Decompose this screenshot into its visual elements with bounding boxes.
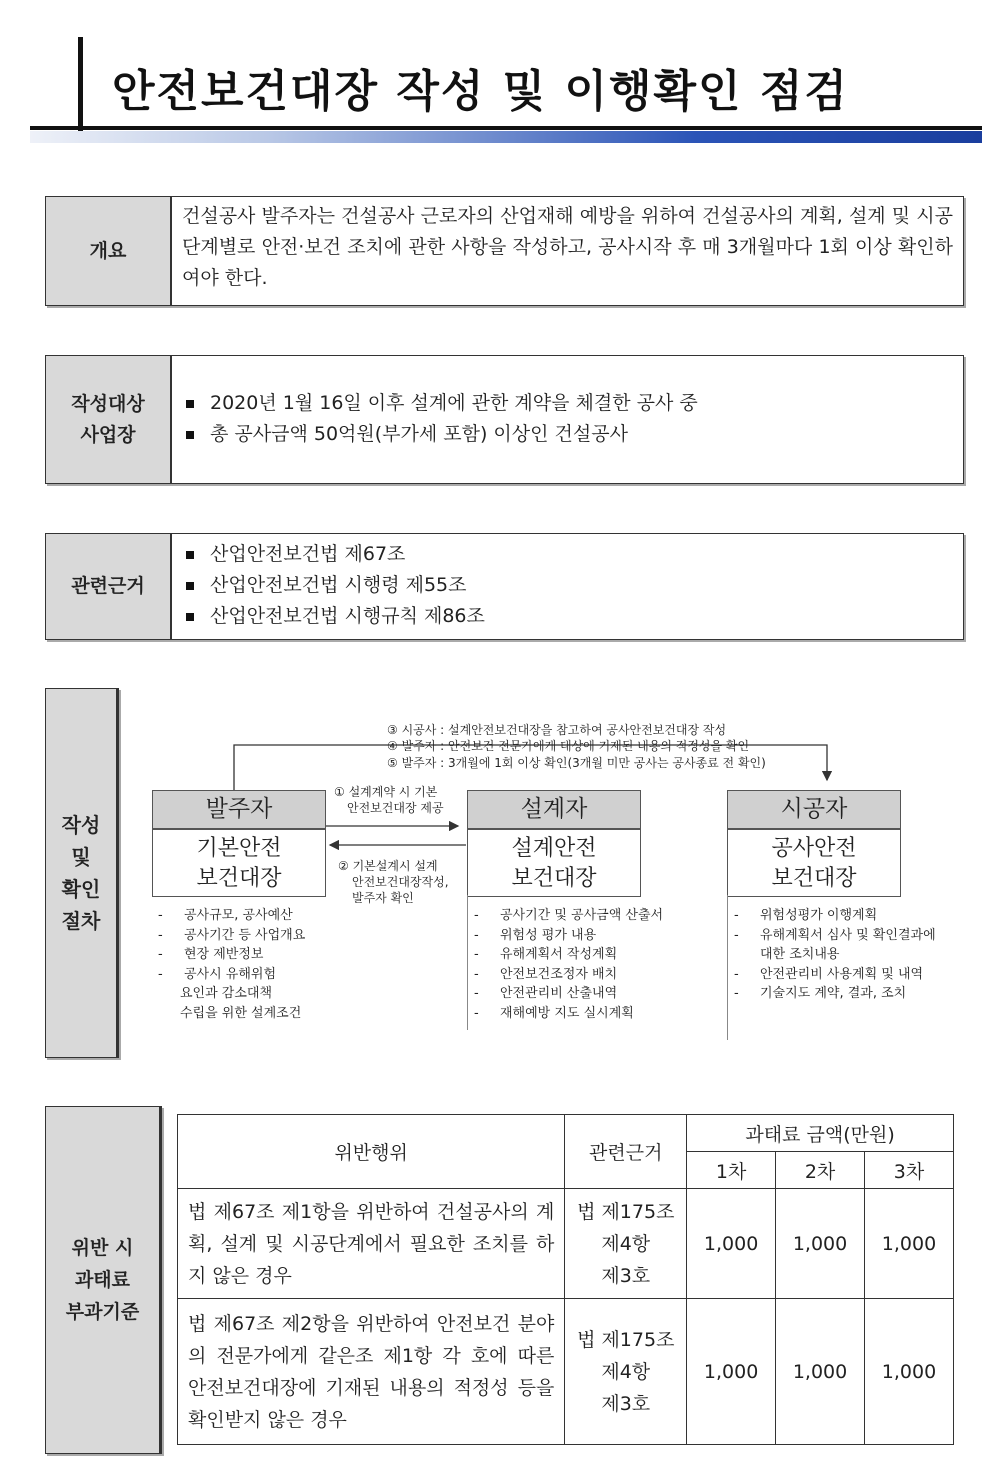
table-row: [178, 1299, 954, 1445]
procedure-note-3: ③ 시공사 : 설계안전보건대장을 참고하여 공사안전보건대장 작성: [387, 723, 727, 737]
list-item: - 안전보건조정자 배치: [474, 966, 618, 982]
list-item: - 안전관리비 산출내역: [474, 986, 618, 1001]
legal-section: [45, 533, 964, 640]
entity-contractor-header: 시공자: [728, 791, 900, 830]
list-item: - 기술지도 계약, 결과, 조치: [734, 986, 907, 1001]
list-item: - 유해계획서 심사 및 확인결과에: [734, 927, 936, 943]
list-item: 요인과 감소대책: [180, 986, 273, 1001]
overview-section: [45, 196, 964, 306]
entity-contractor: [727, 790, 901, 897]
list-item: - 공사기간 및 공사금액 산출서: [474, 908, 664, 923]
title-gradient-stripe: [30, 131, 982, 143]
target-label: [46, 356, 172, 483]
list-item: 수립을 위한 설계조건: [180, 1005, 302, 1021]
amount-third-cell: 1,000: [865, 1189, 954, 1299]
list-item: - 재해예방 지도 실시계획: [474, 1005, 634, 1021]
header-first: 1차: [687, 1152, 776, 1189]
amount-first-cell: 1,000: [687, 1189, 776, 1299]
overview-text: 건설공사 발주자는 건설공사 근로자의 산업재해 예방을 위하여 건설공사의 계획, 설계 및 시공 단계별로 안전·보건 조치에 관한 사항을 작성하고, 공사시작 후 매 3개월마다 1회 이상 확인하여야 한다.: [182, 205, 953, 289]
legal-item: 산업안전보건법 시행규칙 제86조: [182, 601, 953, 632]
entity-contractor-body: 공사안전 보건대장: [771, 836, 857, 891]
list-item: - 위험성평가 이행계획: [734, 908, 878, 923]
bullet-square-icon: [186, 431, 194, 439]
amount-second-cell: 1,000: [776, 1189, 865, 1299]
header-third: 3차: [865, 1152, 954, 1189]
list-item: - 공사시 유해위험: [158, 966, 277, 982]
target-item: 2020년 1월 16일 이후 설계에 관한 계약을 체결한 공사 중: [182, 388, 953, 419]
overview-label: 개요: [46, 197, 172, 305]
header-amount: 과태료 금액(만원): [687, 1115, 954, 1152]
title-underline: [30, 126, 982, 130]
page-title: 안전보건대장 작성 및 이행확인 점검: [112, 66, 849, 117]
legal-item: 산업안전보건법 시행령 제55조: [182, 570, 953, 601]
header-second: 2차: [776, 1152, 865, 1189]
list-item: - 현장 제반정보: [158, 947, 264, 962]
basis-cell: 법 제175조 제4항 제3호: [565, 1299, 687, 1445]
bullet-square-icon: [186, 551, 194, 559]
legal-label: 관련근거: [46, 534, 172, 639]
amount-third-cell: 1,000: [865, 1299, 954, 1445]
target-label-line1: 작성대상: [71, 392, 145, 415]
procedure-note-4: ④ 발주자 : 안전보건 전문가에게 대상에 기재된 내용의 적정성을 확인: [387, 739, 750, 753]
step1-label: ① 설계계약 시 기본 안전보건대장 제공: [334, 785, 444, 815]
entity-designer-items: [474, 906, 663, 1023]
violation-cell: 법 제67조 제1항을 위반하여 건설공사의 계획, 설계 및 시공단계에서 필요한 조치를 하지 않은 경우: [178, 1189, 565, 1299]
header-violation: 위반행위: [178, 1115, 565, 1189]
bullet-square-icon: [186, 582, 194, 590]
procedure-label: 작성 및 확인 절차: [45, 688, 119, 1058]
list-item: - 안전관리비 사용계획 및 내역: [734, 966, 924, 982]
procedure-note-5: ⑤ 발주자 : 3개월에 1회 이상 확인(3개월 미만 공사는 공사종료 전 확인): [387, 756, 766, 770]
amount-first-cell: 1,000: [687, 1299, 776, 1445]
entity-contractor-items: [734, 906, 936, 1004]
target-item: 총 공사금액 50억원(부가세 포함) 이상인 건설공사: [182, 419, 953, 450]
step2-label: ② 기본설계시 설계 안전보건대장작성, 발주자 확인: [338, 859, 449, 905]
penalty-label: 위반 시 과태료 부과기준: [45, 1106, 162, 1454]
list-item: 대한 조치내용: [760, 947, 840, 962]
penalty-table: [177, 1114, 954, 1445]
entity-designer: [467, 790, 641, 897]
entity-contractor-divider: [727, 895, 728, 1040]
entity-owner-body: 기본안전 보건대장: [196, 836, 282, 891]
list-item: - 유해계획서 작성계획: [474, 947, 618, 962]
violation-cell: 법 제67조 제2항을 위반하여 안전보건 분야의 전문가에게 같은조 제1항 각 호에 따른 안전보건대장에 기재된 내용의 적정성 등을 확인받지 않은 경우: [178, 1299, 565, 1445]
target-content: [172, 356, 963, 483]
entity-designer-header: 설계자: [468, 791, 640, 830]
entity-owner: [152, 790, 326, 897]
entity-owner-items: [158, 906, 305, 1023]
target-label-line2: 사업장: [80, 423, 136, 446]
entity-owner-header: 발주자: [153, 791, 325, 830]
basis-cell: 법 제175조 제4항 제3호: [565, 1189, 687, 1299]
list-item: - 위험성 평가 내용: [474, 927, 597, 943]
target-section: [45, 355, 964, 484]
entity-designer-body: 설계안전 보건대장: [511, 836, 597, 891]
bullet-square-icon: [186, 400, 194, 408]
legal-item: 산업안전보건법 제67조: [182, 539, 953, 570]
amount-second-cell: 1,000: [776, 1299, 865, 1445]
list-item: - 공사기간 등 사업개요: [158, 927, 306, 943]
table-row: [178, 1189, 954, 1299]
list-item: - 공사규모, 공사예산: [158, 908, 293, 923]
bullet-square-icon: [186, 613, 194, 621]
header-basis: 관련근거: [565, 1115, 687, 1189]
legal-content: [172, 534, 963, 639]
entity-designer-divider: [467, 895, 468, 1030]
